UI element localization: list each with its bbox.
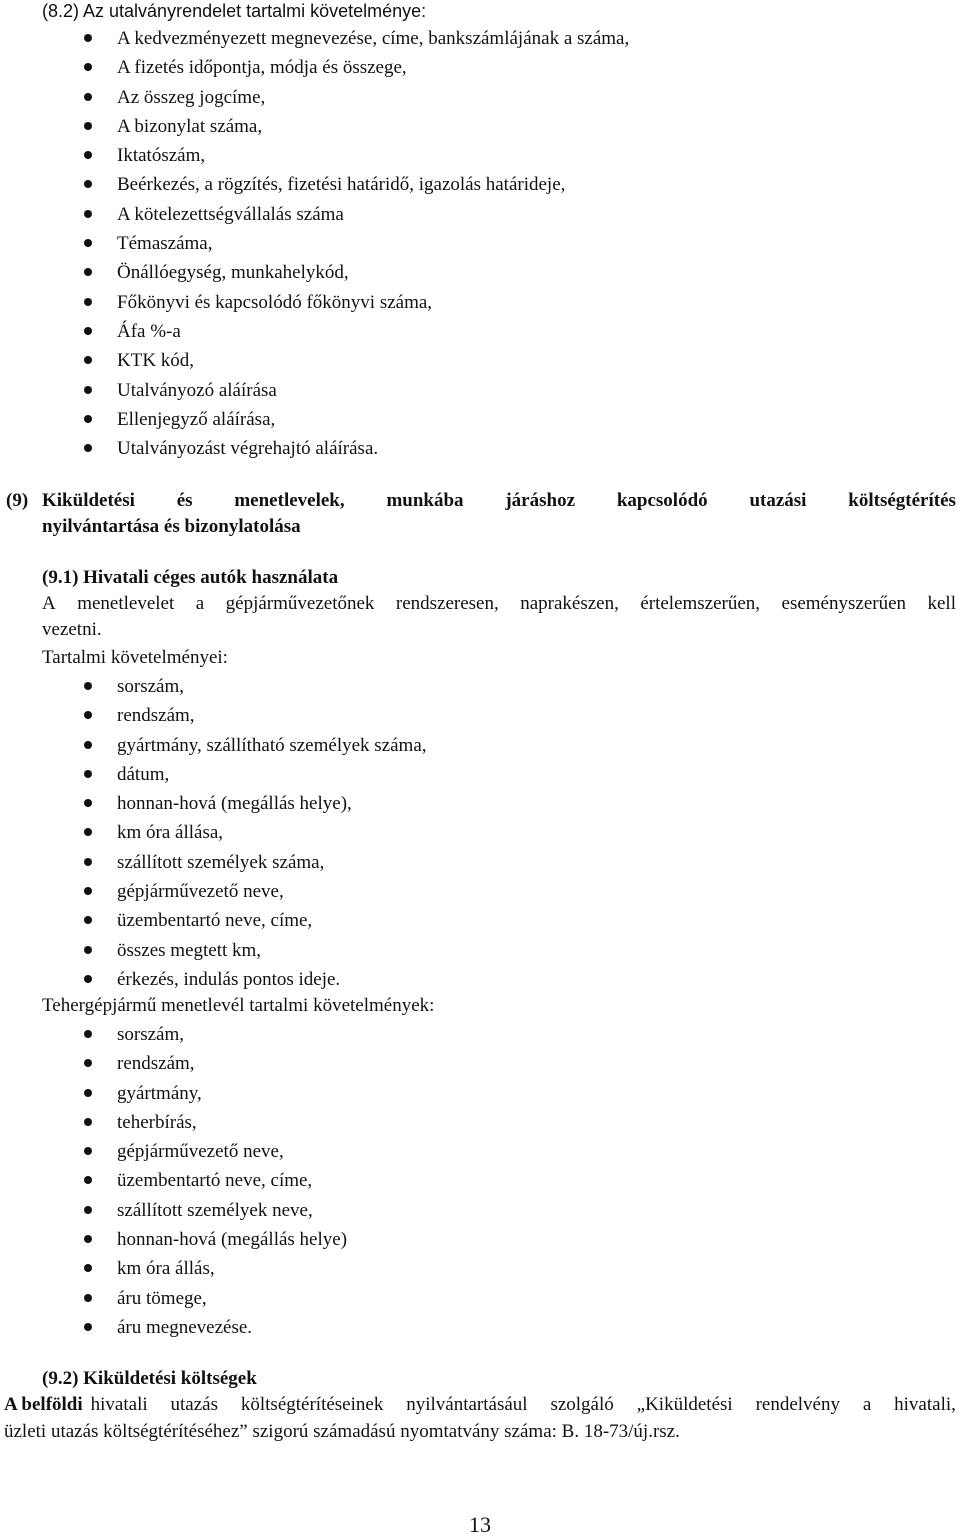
list-item-text: gépjárművezető neve, [117,881,284,903]
bullet-icon [84,1147,92,1155]
word: „Kiküldetési [636,1394,733,1415]
list-item [0,145,960,174]
list-item [0,940,960,969]
list-item [0,764,960,793]
bullet-icon [84,1294,92,1302]
list-item [0,676,960,705]
bullet-icon [84,1118,92,1126]
list-item-text: km óra állása, [117,822,224,844]
word: a [195,593,205,614]
section-9-2-line1-words [91,1393,956,1417]
list-item [0,409,960,438]
list-item [0,380,960,409]
list-item-text: gyártmány, szállítható személyek száma, [117,734,427,756]
word: menetlevelek, [234,490,345,511]
list-item-text: Önállóegység, munkahelykód, [117,262,349,284]
list-item-text: sorszám, [117,676,185,697]
list-item [0,1053,960,1082]
bullet-icon [84,239,92,247]
page-number: 13 [469,1512,491,1537]
list-item [0,204,960,233]
list-item [0,438,960,467]
list-item-text: Ellenjegyző aláírása, [117,408,276,430]
bullet-icon [84,210,92,218]
word: eseményszerűen [781,593,907,614]
word: munkába [386,490,464,511]
bullet-icon [84,1323,92,1331]
bullet-icon [84,415,92,423]
car-requirements-list [0,676,960,998]
bullet-icon [84,122,92,130]
list-item-text: áru megnevezése. [117,1316,253,1338]
list-item-text: Utalványozó aláírása [117,379,277,401]
bullet-icon [84,916,92,924]
bullet-icon [84,327,92,335]
list-item-text: honnan-hová (megállás helye) [117,1229,348,1251]
car-requirements-label: Tartalmi követelményei: [42,647,228,668]
bullet-icon [84,711,92,719]
list-item-text: Áfa %-a [117,320,181,342]
list-item-text: üzembentartó neve, címe, [117,910,313,932]
word: járáshoz [505,490,576,511]
list-item-text: szállított személyek neve, [117,1199,313,1221]
list-item [0,1258,960,1287]
word: kapcsolódó [616,490,708,511]
list-item [0,87,960,116]
bullet-icon [84,858,92,866]
section-9-number: (9) [6,490,29,511]
word: hivatali [90,1394,148,1415]
word: menetlevelet [77,593,175,614]
section-9-title-line2: nyilvántartása és bizonylatolása [42,516,301,537]
word: nyilvántartásául [406,1394,528,1415]
list-item-text: A bizonylat száma, [117,115,263,137]
list-item-text: dátum, [117,763,170,785]
list-item [0,705,960,734]
bullet-icon [84,180,92,188]
list-item [0,910,960,939]
section-9-1-paragraph-line1 [42,592,956,616]
section-9-2-heading: (9.2) Kiküldetési költségek [42,1368,257,1389]
list-item [0,1170,960,1199]
list-item [0,28,960,57]
list-item [0,735,960,764]
word: A [42,593,56,614]
list-item [0,321,960,350]
section-8-2-heading: (8.2) Az utalványrendelet tartalmi követelménye: [42,1,427,21]
word: költségtérítés [848,490,956,511]
list-item-text: gépjárművezető neve, [117,1141,284,1163]
list-item [0,233,960,262]
list-item [0,881,960,910]
word: rendelvény [755,1394,840,1415]
truck-requirements-list [0,1024,960,1346]
word: értelemszerűen, [640,593,761,614]
list-item-text: Főkönyvi és kapcsolódó főkönyvi száma, [117,291,433,313]
list-item [0,822,960,851]
bullet-icon [84,1176,92,1184]
bullet-icon [84,63,92,71]
list-item-text: rendszám, [117,1053,195,1075]
bullet-icon [84,1089,92,1097]
list-item-text: sorszám, [117,1024,185,1045]
bullet-icon [84,93,92,101]
list-item-text: A kötelezettségvállalás száma [117,203,344,225]
list-item [0,1317,960,1346]
utalvany-requirements-list [0,28,960,467]
section-9-1-paragraph-line2: vezetni. [42,619,102,640]
list-item-text: gyártmány, [117,1082,202,1104]
bullet-icon [84,1235,92,1243]
list-item [0,793,960,822]
word: utazási [749,490,807,511]
list-item [0,1083,960,1112]
bullet-icon [84,1206,92,1214]
bullet-icon [84,799,92,807]
bullet-icon [84,1059,92,1067]
list-item-text: A kedvezményezett megnevezése, címe, bankszámlájának a száma, [117,28,630,49]
bullet-icon [84,386,92,394]
bullet-icon [84,268,92,276]
list-item-text: A fizetés időpontja, módja és összege, [117,57,407,79]
bullet-icon [84,151,92,159]
word: gépjárművezetőnek [225,593,375,614]
list-item-text: rendszám, [117,705,195,727]
section-9-1-heading: (9.1) Hivatali céges autók használata [42,567,339,588]
bullet-icon [84,975,92,983]
word: hivatali, [894,1394,956,1415]
list-item-text: áru tömege, [117,1287,207,1309]
bullet-icon [84,1264,92,1272]
bullet-icon [84,356,92,364]
list-item [0,1024,960,1053]
bullet-icon [84,946,92,954]
list-item-text: Az összeg jogcíme, [117,86,266,108]
bullet-icon [84,682,92,690]
list-item [0,262,960,291]
list-item-text: érkezés, indulás pontos ideje. [117,968,341,990]
list-item-text: KTK kód, [117,350,195,372]
list-item [0,174,960,203]
bullet-icon [84,298,92,306]
bullet-icon [84,770,92,778]
list-item-text: Témaszáma, [117,233,213,255]
list-item [0,57,960,86]
word: rendszeresen, [395,593,499,614]
list-item-text: teherbírás, [117,1111,197,1133]
list-item [0,1288,960,1317]
belfoldi-bold-text: A belföldi [4,1394,83,1415]
word: Kiküldetési [42,490,135,511]
list-item [0,292,960,321]
word: és [176,490,193,511]
section-9-2-paragraph-line2: üzleti utazás költségtérítéséhez” szigorú számadású nyomtatvány száma: B. 18-73/új.rsz. [4,1421,680,1442]
list-item-text: Utalványozást végrehajtó aláírása. [117,438,379,460]
bullet-icon [84,444,92,452]
list-item-text: üzembentartó neve, címe, [117,1170,313,1192]
bullet-icon [84,741,92,749]
list-item-text: Iktatószám, [117,145,206,167]
truck-requirements-label: Tehergépjármű menetlevél tartalmi követelmények: [42,995,435,1016]
list-item [0,1200,960,1229]
bullet-icon [84,887,92,895]
word: utazás [170,1394,218,1415]
list-item [0,350,960,379]
bullet-icon [84,1030,92,1038]
bullet-icon [84,34,92,42]
bullet-icon [84,828,92,836]
list-item-text: Beérkezés, a rögzítés, fizetési határidő, igazolás határideje, [117,174,566,196]
list-item [0,852,960,881]
list-item [0,1112,960,1141]
section-9-2-paragraph-line1 [4,1393,956,1417]
word: szolgáló [550,1394,614,1415]
word: naprakészen, [520,593,619,614]
list-item [0,116,960,145]
list-item-text: összes megtett km, [117,939,262,961]
list-item-text: honnan-hová (megállás helye), [117,793,352,815]
list-item [0,1141,960,1170]
list-item [0,1229,960,1258]
section-9-title-line1 [6,489,956,513]
word: a [862,1394,872,1415]
word: kell [927,593,956,614]
list-item-text: szállított személyek száma, [117,851,325,873]
section-9-title-words [42,489,956,513]
list-item-text: km óra állás, [117,1258,215,1280]
word: költségtérítéseinek [240,1394,384,1415]
